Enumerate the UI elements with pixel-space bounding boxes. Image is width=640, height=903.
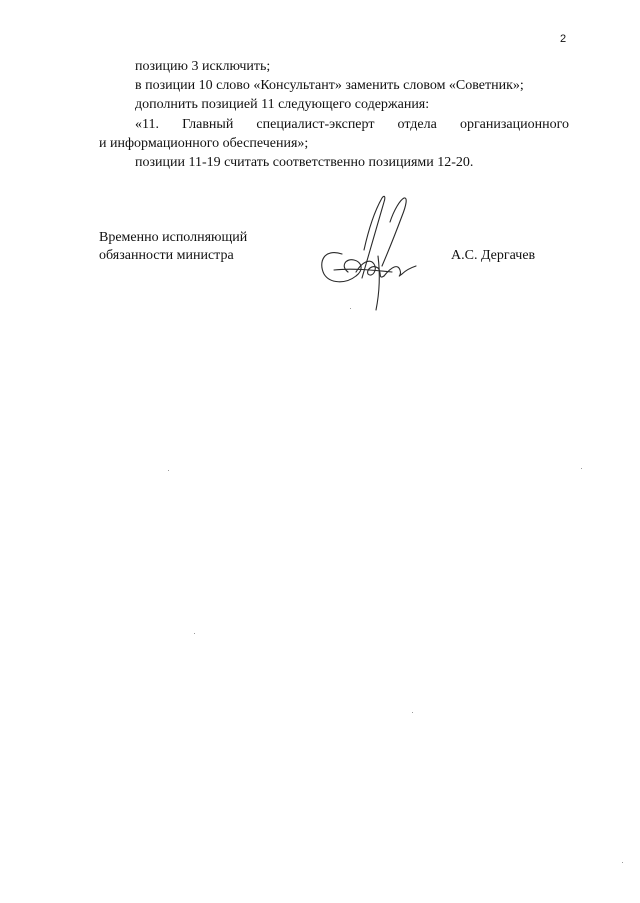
signatory-position-line-2: обязанности министра: [99, 248, 234, 263]
paragraph-exclude-position-3: позицию 3 исключить;: [135, 59, 271, 74]
paragraph-renumber-positions: позиции 11-19 считать соответственно позициями 12-20.: [135, 155, 474, 171]
signatory-position: [99, 229, 247, 265]
handwritten-signature: [312, 192, 422, 314]
paragraph-position-11-title: «11. Главный специалист-эксперт отдела организационного: [135, 116, 569, 132]
paragraph-position-11-title-continued: и информационного обеспечения»;: [99, 135, 309, 151]
signatory-name: А.С. Дергачев: [451, 248, 536, 263]
document-body: [99, 57, 569, 172]
paragraph-add-position-11: дополнить позицией 11 следующего содержания:: [135, 97, 430, 113]
paragraph-replace-word: в позиции 10 слово «Консультант» заменить словом «Советник»;: [135, 78, 524, 94]
scan-speck: [168, 470, 169, 471]
scan-speck: [622, 862, 623, 863]
scan-speck: [350, 308, 351, 309]
signatory-position-line-1: Временно исполняющий: [99, 230, 248, 245]
scan-speck: [412, 712, 413, 713]
page-number: 2: [560, 33, 567, 45]
scan-speck: [194, 633, 195, 634]
scan-speck: [581, 468, 582, 469]
